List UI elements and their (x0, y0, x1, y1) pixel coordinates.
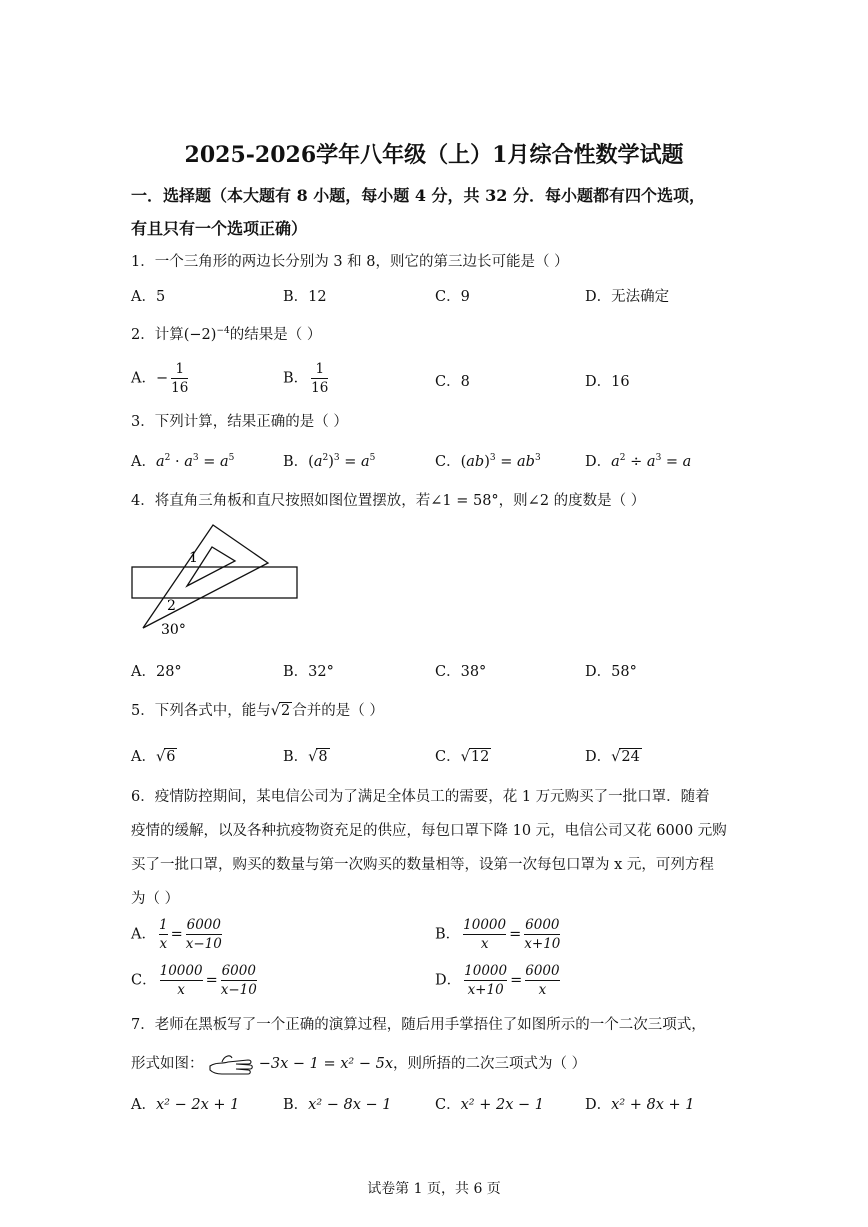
q2-option-b (283, 360, 331, 397)
q4-figure (125, 520, 305, 645)
numerator: 10000 (463, 917, 507, 933)
page-title: 2025-2026学年八年级（上）1月综合性数学试题 (184, 142, 684, 168)
q5-d-label: D． (585, 749, 612, 765)
question-3-stem: 3．下列计算，结果正确的是（ ） (131, 414, 348, 430)
numerator: 6000 (186, 917, 221, 933)
angle-2-label: 2 (167, 598, 176, 614)
denominator: x (159, 936, 168, 952)
q3-c-label: C． (435, 454, 461, 470)
question-7-line1: 7．老师在黑板写了一个正确的演算过程，随后用手掌捂住了如图所示的一个二次三项式， (131, 1017, 706, 1033)
question-7-line2 (131, 1052, 586, 1076)
q2-base: (−2) (183, 327, 217, 343)
q1-option-c: C．9 (435, 289, 470, 305)
q6-option-c: C． $\frac{10000}{x}$ = $\frac{6000}{x-10}$ (131, 963, 257, 998)
q7-d-label: D． (585, 1097, 612, 1113)
q2-stem-tail: 的结果是（ ） (229, 327, 322, 343)
q2-a-fraction (171, 360, 188, 397)
numerator: 1 (175, 361, 185, 377)
q5-a-label: A． (131, 749, 156, 765)
q7-option-a (131, 1093, 239, 1114)
question-4-stem: 4．将直角三角板和直尺按照如图位置摆放，若∠1 = 58°，则∠2 的度数是（ ） (131, 493, 646, 509)
section-heading-line2: 有且只有一个选项正确） (131, 219, 308, 238)
q5-stem-text: 5．下列各式中，能与 (131, 703, 271, 719)
q6-option-a: A． $\frac{1}{x}$ = $\frac{6000}{x-10}$ (131, 917, 222, 952)
q5-b-label: B． (283, 749, 309, 765)
q4-option-b: B．32° (283, 664, 334, 680)
q6-option-d: D． $\frac{10000}{x+10}$ = $\frac{6000}{x}$ (435, 963, 560, 998)
denominator: x−10 (185, 936, 222, 952)
q1-option-a: A．5 (131, 289, 166, 305)
question-6-line1: 6．疫情防控期间，某电信公司为了满足全体员工的需要，花 1 万元购买了一批口罩．随着 (131, 789, 710, 805)
numerator: 10000 (464, 963, 508, 979)
question-6-line3: 买了一批口罩，购买的数量与第一次购买的数量相等，设第一次每包口罩为 x 元，可列方程 (131, 857, 714, 873)
q2-exponent: −4 (216, 326, 230, 337)
q3-d-label: D． (585, 454, 612, 470)
denominator: x (160, 980, 203, 999)
q5-option-c: C．√12 (435, 749, 490, 765)
q7-equation: −3x − 1 = x² − 5x (258, 1056, 393, 1072)
q5-d-radicand: 24 (621, 749, 640, 765)
question-6-line4: 为（ ） (131, 891, 180, 907)
numerator: 1 (315, 361, 325, 377)
question-6-line2: 疫情的缓解，以及各种抗疫物资充足的供应，每包口罩下降 10 元，电信公司又花 6000 元购 (131, 823, 727, 839)
denominator: x+10 (464, 980, 507, 999)
numerator: 10000 (159, 963, 203, 979)
q7-a-label: A． (131, 1097, 156, 1113)
q3-a-label: A． (131, 454, 156, 470)
q2-option-c: C．8 (435, 374, 470, 390)
q2-stem-text: 2．计算 (131, 327, 184, 343)
angle-30-label: 30° (161, 622, 186, 638)
q5-option-b: B．√8 (283, 749, 328, 765)
q2-option-d: D．16 (585, 374, 630, 390)
question-2-stem (131, 323, 321, 344)
q1-option-d: D．无法确定 (585, 289, 670, 305)
q4-option-a: A．28° (131, 664, 182, 680)
q7-line2-text: 形式如图： (131, 1056, 204, 1072)
q7-option-d (585, 1093, 695, 1114)
q3-option-d: D．$a^2 \div a^3 = a$ (585, 453, 692, 470)
q3-option-c: C．$(ab)^3 = ab^3$ (435, 453, 541, 470)
q7-option-b (283, 1093, 392, 1114)
q7-line2-tail: ，则所捂的二次三项式为（ ） (393, 1056, 587, 1072)
denominator: x (463, 934, 506, 953)
q5-option-d: D．√24 (585, 749, 640, 765)
q3-option-a: A．$a^2 \cdot a^3 = a^5$ (131, 453, 235, 470)
q7-a-expr: x² − 2x + 1 (155, 1097, 240, 1113)
q5-a-radicand: 6 (166, 749, 176, 765)
denominator: x (525, 980, 559, 999)
q2-a-label: A． (131, 370, 156, 387)
q6-a-label: A． (131, 926, 156, 943)
q7-c-label: C． (435, 1097, 461, 1113)
q6-option-b: B． $\frac{10000}{x}$ = $\frac{6000}{x+10}$ (435, 917, 561, 952)
q5-c-radicand: 12 (470, 749, 490, 765)
q3-b-label: B． (283, 454, 309, 470)
q7-b-label: B． (283, 1097, 309, 1113)
q4-option-c: C．38° (435, 664, 487, 680)
q6-b-label: B． (435, 926, 461, 943)
q2-a-sign: − (155, 370, 169, 387)
angle-1-label: 1 (189, 550, 198, 566)
page-footer: 试卷第 1 页，共 6 页 (367, 1181, 501, 1197)
denominator: 16 (311, 380, 329, 396)
q7-c-expr: x² + 2x − 1 (460, 1097, 544, 1113)
hand-icon (208, 1052, 254, 1076)
question-5-stem: 5．下列各式中，能与√2 合并的是（ ） (131, 703, 384, 719)
denominator: 16 (171, 380, 189, 396)
q7-b-expr: x² − 8x − 1 (308, 1097, 392, 1113)
numerator: 6000 (221, 963, 256, 979)
question-1-stem: 1．一个三角形的两边长分别为 3 和 8，则它的第三边长可能是（ ） (131, 254, 569, 270)
q5-c-label: C． (435, 749, 461, 765)
numerator: 6000 (525, 963, 560, 979)
q1-option-b: B．12 (283, 289, 327, 305)
q2-b-label: B． (283, 370, 309, 387)
section-heading-line1: 一．选择题（本大题有 8 小题，每小题 4 分，共 32 分．每小题都有四个选项， (131, 186, 705, 205)
q5-option-a: A．√6 (131, 749, 176, 765)
q7-d-expr: x² + 8x + 1 (611, 1097, 695, 1113)
q3-option-b: B．$(a^2)^3 = a^5$ (283, 453, 376, 470)
q5-b-radicand: 8 (318, 749, 328, 765)
q6-d-label: D． (435, 972, 462, 989)
numerator: 6000 (525, 917, 560, 933)
numerator: 1 (158, 917, 168, 933)
q6-c-label: C． (131, 972, 157, 989)
denominator: x−10 (220, 982, 257, 998)
q7-option-c (435, 1093, 544, 1114)
q2-b-fraction (311, 360, 328, 397)
q5-radicand: 2 (280, 703, 291, 719)
q4-option-d: D．58° (585, 664, 637, 680)
q2-option-a (131, 360, 191, 397)
denominator: x+10 (524, 936, 561, 952)
q5-stem-tail: 合并的是（ ） (292, 703, 384, 719)
